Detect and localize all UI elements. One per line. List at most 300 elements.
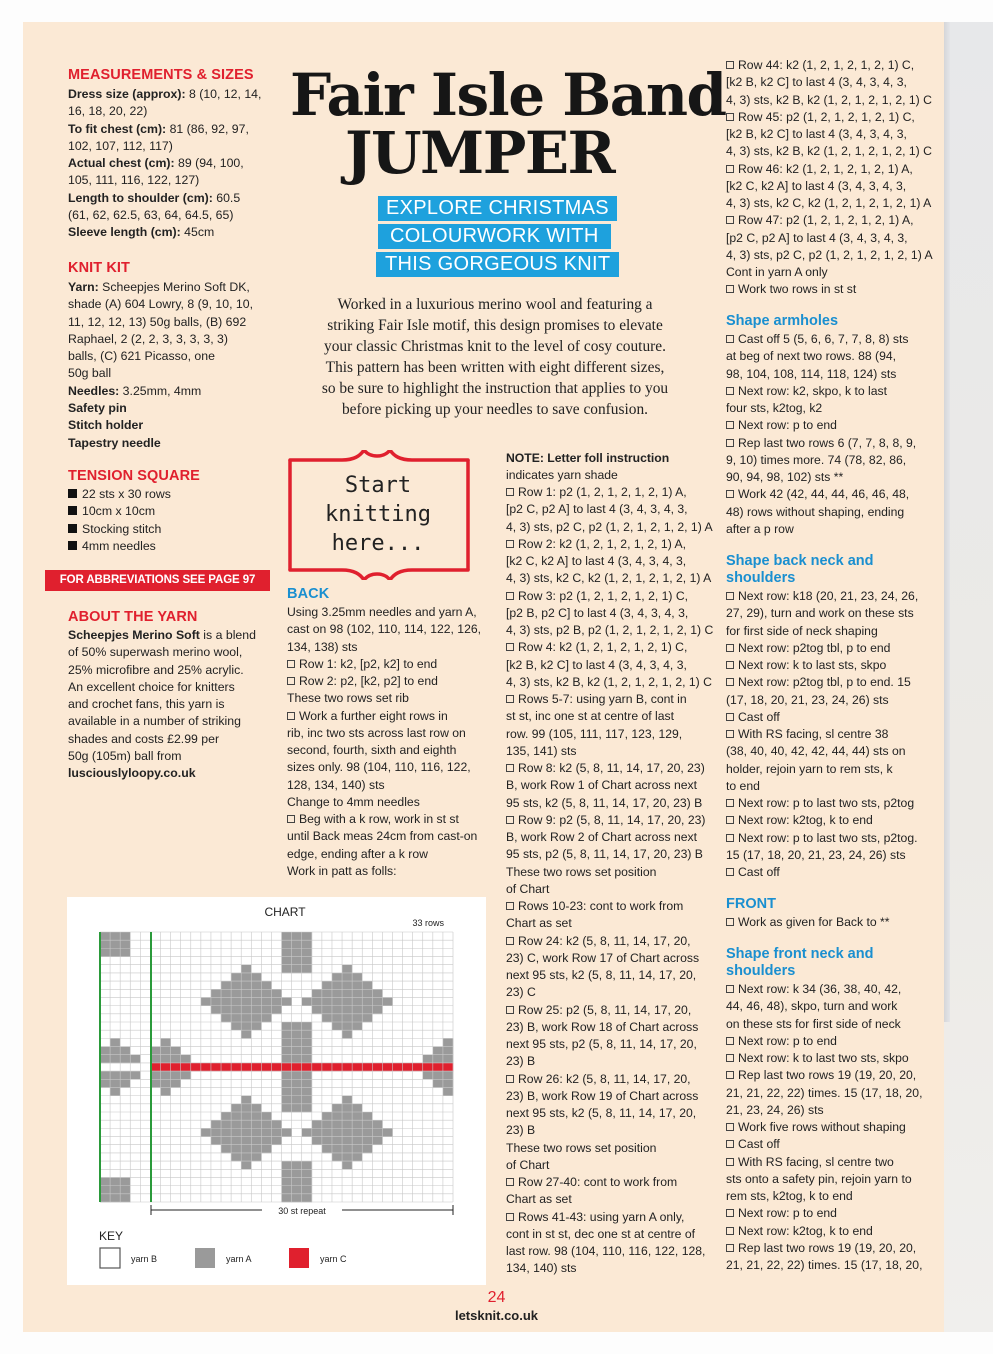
chart-cell	[332, 973, 342, 981]
text-line: These two rows set position	[506, 864, 657, 879]
chart-cell	[352, 1104, 362, 1112]
chart-cell	[282, 1079, 292, 1087]
chart-cell	[100, 1194, 110, 1202]
chart-cell	[120, 1177, 130, 1185]
chart-cell	[261, 1112, 271, 1120]
text-line: Next row: p to end	[726, 1205, 922, 1222]
text-line: Next row: p to end	[726, 1033, 922, 1050]
text-line: cast on 98 (102, 110, 114, 122, 126,	[287, 622, 482, 637]
chart-cell	[342, 1120, 352, 1128]
checkbox[interactable]	[506, 540, 514, 548]
chart-cell	[372, 1137, 382, 1145]
text-line: Scheepjes Merino Soft is a blend	[68, 628, 256, 642]
title-line-2: JUMPER	[345, 119, 615, 187]
chart-cell	[433, 1047, 443, 1055]
text-line: [p2 B, p2 C] to last 4 (3, 4, 3, 4, 3,	[506, 605, 689, 620]
tension-item: 10cm x 10cm	[68, 503, 278, 520]
start-label-3: here...	[331, 531, 425, 556]
text-line: Rows 10-23: cont to work from	[506, 898, 713, 915]
chart-cell	[392, 1063, 402, 1071]
chart-cell	[110, 932, 120, 940]
text-line: Row 9: p2 (5, 8, 11, 14, 17, 20, 23)	[506, 812, 713, 829]
strap-line-2: COLOURWORK WITH	[378, 224, 611, 249]
text-line: after a p row	[726, 521, 794, 536]
note-text: NOTE: Letter foll instruction indicates yarn shade	[506, 451, 670, 483]
checkbox[interactable]	[726, 799, 734, 807]
intro-line: your classic Christmas knit to the level of cosy couture.	[324, 338, 666, 355]
checkbox[interactable]	[726, 1209, 734, 1217]
chart-cell	[282, 1087, 292, 1095]
chart-cell	[241, 1006, 251, 1014]
chart-cell	[241, 1022, 251, 1030]
chart-cell	[100, 1047, 110, 1055]
text-line: of Chart	[506, 881, 550, 896]
chart-cell	[251, 1120, 261, 1128]
checkbox[interactable]	[726, 1054, 734, 1062]
chart-cell	[282, 957, 292, 965]
checkbox[interactable]	[506, 1075, 514, 1083]
chart-cell	[362, 1128, 372, 1136]
text-line: Tapestry needle	[68, 435, 161, 450]
chart-cell	[352, 989, 362, 997]
chart-cell	[120, 932, 130, 940]
chart-cell	[302, 1038, 312, 1046]
checkbox[interactable]	[287, 815, 295, 823]
chart-cell	[382, 1063, 392, 1071]
chart-cell	[161, 1087, 171, 1095]
text-line: (61, 62, 62.5, 63, 64, 64.5, 65)	[68, 208, 234, 223]
chart-cell	[332, 1120, 342, 1128]
chart-cell	[231, 1137, 241, 1145]
chart-cell	[110, 1087, 120, 1095]
checkbox[interactable]	[506, 1178, 514, 1186]
checkbox[interactable]	[506, 816, 514, 824]
chart-cell	[130, 1055, 140, 1063]
chart-cell	[251, 1128, 261, 1136]
front-instructions	[726, 914, 890, 931]
chart-cell	[282, 1030, 292, 1038]
checkbox[interactable]	[726, 1244, 734, 1252]
chart-rows-label: 33 rows	[412, 918, 444, 928]
text-line: 90, 94, 98, 102) sts **	[726, 470, 844, 484]
chart-cell	[322, 1128, 332, 1136]
chart-cell	[362, 981, 372, 989]
checkbox[interactable]	[726, 216, 734, 224]
chart-cell	[120, 940, 130, 948]
chart-cell	[302, 965, 312, 973]
text-line: Cast off	[726, 709, 918, 726]
text-line: 27, 29), turn and work on these sts	[726, 606, 914, 621]
text-line: With RS facing, sl centre two	[726, 1154, 922, 1171]
chart-cell	[292, 1055, 302, 1063]
chart-cell	[241, 1104, 251, 1112]
chart-cell	[362, 1006, 372, 1014]
chart-cell	[161, 1047, 171, 1055]
text-line: 23) C, work Row 17 of Chart across	[506, 950, 700, 965]
chart-cell	[292, 1087, 302, 1095]
text-line: 23) B	[506, 1123, 536, 1138]
chart-cell	[221, 1145, 231, 1153]
checkbox[interactable]	[726, 165, 734, 173]
text-line: 4, 3) sts, k2 B, k2 (1, 2, 1, 2, 1, 2, 1) C	[726, 92, 932, 107]
chart-cell	[241, 1014, 251, 1022]
intro-text	[290, 294, 700, 420]
checkbox[interactable]	[726, 387, 734, 395]
chart-cell	[211, 1120, 221, 1128]
checkbox[interactable]	[726, 868, 734, 876]
chart-cell	[241, 965, 251, 973]
chart-cell	[282, 965, 292, 973]
chart-cell	[362, 1014, 372, 1022]
text-line: (17, 18, 20, 21, 23, 24, 26) sts	[726, 692, 889, 707]
chart-cell	[342, 1022, 352, 1030]
chart-cell	[251, 997, 261, 1005]
chart-cell	[221, 989, 231, 997]
text-line: 134, 138) sts	[287, 639, 358, 654]
checkbox[interactable]	[726, 1037, 734, 1045]
text-line: for first side of neck shaping	[726, 623, 878, 638]
text-line: 9, 10) times more. 74 (78, 82, 86,	[726, 452, 907, 467]
text-line: Next row: k18 (20, 21, 23, 24, 26,	[726, 588, 918, 605]
chart-cell	[130, 1071, 140, 1079]
text-line: Next row: p to last two sts, p2tog	[726, 795, 918, 812]
checkbox[interactable]	[726, 61, 734, 69]
chart-cell	[282, 1071, 292, 1079]
chart-cell	[332, 1128, 342, 1136]
checkbox[interactable]	[287, 677, 295, 685]
checkbox[interactable]	[726, 678, 734, 686]
chart-cell	[332, 1137, 342, 1145]
text-line: [p2 C, p2 A] to last 4 (3, 4, 3, 4, 3,	[506, 502, 688, 517]
text-line: Raphael, 2 (2, 2, 3, 3, 3, 3, 3)	[68, 331, 228, 346]
middle-instructions	[506, 484, 713, 1278]
text-line: [k2 B, k2 C] to last 4 (3, 4, 3, 4, 3,	[506, 657, 687, 672]
measurements-heading: MEASUREMENTS & SIZES	[68, 67, 254, 83]
title-line-1: Fair Isle Band	[290, 61, 726, 129]
chart-cell	[221, 1063, 231, 1071]
checkbox[interactable]	[726, 730, 734, 738]
key-swatch-yarn-c	[289, 1248, 309, 1268]
checkbox[interactable]	[726, 335, 734, 343]
frontneck-instructions	[726, 981, 922, 1274]
chart-cell	[302, 1177, 312, 1185]
text-line: Row 1: p2 (1, 2, 1, 2, 1, 2, 1) A,	[506, 484, 713, 501]
intro-line: before picking up your needles to save confusion.	[341, 401, 649, 418]
checkbox[interactable]	[726, 713, 734, 721]
chart-cell	[251, 1145, 261, 1153]
armholes-instructions	[726, 331, 916, 538]
text-line: 23) C	[506, 985, 536, 1000]
background-photo	[944, 22, 993, 1332]
checkbox[interactable]	[726, 439, 734, 447]
chart-cell	[342, 1006, 352, 1014]
chart-cell	[271, 1137, 281, 1145]
text-line: Row 46: k2 (1, 2, 1, 2, 1, 2, 1) A,	[726, 161, 933, 178]
checkbox[interactable]	[726, 285, 734, 293]
chart-cell	[120, 948, 130, 956]
chart-cell	[382, 997, 392, 1005]
chart-cell	[332, 1063, 342, 1071]
text-line: These two rows set rib	[287, 691, 409, 706]
chart-cell	[362, 997, 372, 1005]
chart-cell	[322, 1120, 332, 1128]
checkbox[interactable]	[506, 643, 514, 651]
text-line: Cont in yarn A only	[726, 265, 828, 279]
text-line: [k2 C, k2 A] to last 4 (3, 4, 3, 4, 3,	[506, 554, 687, 568]
checkbox[interactable]	[726, 113, 734, 121]
checkbox[interactable]	[726, 592, 734, 600]
chart-cell	[191, 1063, 201, 1071]
text-line: Chart as set	[506, 916, 572, 931]
chart-cell	[251, 1112, 261, 1120]
chart-cell	[342, 1128, 352, 1136]
text-line: Rows 41-43: using yarn A only,	[506, 1209, 713, 1226]
chart-cell	[221, 1006, 231, 1014]
chart-cell	[372, 1063, 382, 1071]
checkbox[interactable]	[726, 421, 734, 429]
text-line: Row 3: p2 (1, 2, 1, 2, 1, 2, 1) C,	[506, 588, 713, 605]
start-label-1: Start	[344, 473, 412, 498]
text-line: 21, 23, 24, 26) sts	[726, 1102, 824, 1117]
tension-item: 22 sts x 30 rows	[68, 486, 278, 503]
chart-cell	[251, 973, 261, 981]
chart-cell	[302, 1022, 312, 1030]
chart-cell	[423, 1071, 433, 1079]
checkbox[interactable]	[726, 644, 734, 652]
chart-cell	[352, 1128, 362, 1136]
text-line: until Back meas 24cm from cast-on	[287, 829, 478, 844]
text-line: 4, 3) sts, k2 C, k2 (1, 2, 1, 2, 1, 2, 1) A	[726, 196, 932, 210]
text-line: B, work Row 1 of Chart across next	[506, 778, 698, 793]
chart-cell	[362, 1112, 372, 1120]
chart-cell	[352, 1112, 362, 1120]
checkbox[interactable]	[726, 816, 734, 824]
back-heading: BACK	[287, 586, 330, 602]
chart-cell	[433, 1071, 443, 1079]
chart-cell	[231, 989, 241, 997]
chart-cell	[161, 1079, 171, 1087]
chart-cell	[171, 1047, 181, 1055]
text-line: 105, 111, 116, 122, 127)	[68, 173, 200, 188]
checkbox[interactable]	[726, 1227, 734, 1235]
chart-cell	[322, 981, 332, 989]
chart-cell	[352, 1014, 362, 1022]
chart-cell	[382, 1128, 392, 1136]
chart-cell	[292, 1096, 302, 1104]
chart-cell	[352, 1063, 362, 1071]
strap-line-1: EXPLORE CHRISTMAS	[378, 196, 617, 221]
chart-cell	[282, 1169, 292, 1177]
chart-cell	[352, 981, 362, 989]
chart-cell	[312, 1006, 322, 1014]
key-label-yarn-a: yarn A	[226, 1254, 252, 1264]
text-line: Next row: k to last sts, skpo	[726, 657, 918, 674]
chart-cell	[312, 1120, 322, 1128]
chart-cell	[271, 1006, 281, 1014]
chart-cell	[171, 1063, 181, 1071]
chart-cell	[403, 1063, 413, 1071]
measurements-list	[68, 86, 278, 242]
chart-cell	[282, 1038, 292, 1046]
checkbox[interactable]	[506, 1213, 514, 1221]
text-line: Rows 5-7: using yarn B, cont in	[506, 691, 713, 708]
start-knitting-badge	[284, 450, 474, 580]
intro-line: This pattern has been written with eight different sizes,	[325, 359, 665, 376]
checkbox[interactable]	[506, 695, 514, 703]
text-line: An excellent choice for knitters	[68, 679, 235, 694]
text-line: Row 4: k2 (1, 2, 1, 2, 1, 2, 1) C,	[506, 639, 713, 656]
yarn-heading: ABOUT THE YARN	[68, 609, 198, 625]
checkbox[interactable]	[506, 488, 514, 496]
chart-cell	[443, 1038, 453, 1046]
text-line: Chart as set	[506, 1192, 572, 1207]
text-line: Work as given for Back to **	[726, 914, 890, 931]
chart-cell	[292, 1071, 302, 1079]
chart-cell	[302, 1104, 312, 1112]
text-line: Safety pin	[68, 401, 127, 416]
text-line: cont in st st, dec one st at centre of	[506, 1226, 696, 1241]
chart-cell	[282, 1161, 292, 1169]
chart-cell	[241, 989, 251, 997]
chart-cell	[352, 1145, 362, 1153]
chart-cell	[342, 1063, 352, 1071]
text-line: Dress size (approx): 8 (10, 12, 14,	[68, 87, 262, 101]
checkbox[interactable]	[726, 490, 734, 498]
text-line: rib, inc two sts across last row on	[287, 725, 466, 740]
chart-cell	[332, 1022, 342, 1030]
knit-kit-list	[68, 279, 278, 452]
text-line: Needles: 3.25mm, 4mm	[68, 383, 202, 398]
chart-cell	[302, 1128, 312, 1136]
text-line: 4, 3) sts, k2 B, k2 (1, 2, 1, 2, 1, 2, 1) C	[506, 674, 712, 689]
chart-cell	[171, 1055, 181, 1063]
chart-cell	[241, 1145, 251, 1153]
chart-cell	[241, 973, 251, 981]
chart-grid	[100, 932, 453, 1202]
chart-cell	[100, 1071, 110, 1079]
text-line: row. 99 (105, 111, 117, 123, 129,	[506, 726, 683, 741]
text-line: 128, 134, 140) sts	[287, 777, 385, 792]
intro-line: striking Fair Isle motif, this design promises to elevate	[327, 317, 663, 334]
checkbox[interactable]	[506, 937, 514, 945]
text-line: next 95 sts, p2 (5, 8, 11, 14, 17, 20,	[506, 1037, 697, 1051]
knit-kit-heading: KNIT KIT	[68, 260, 131, 276]
chart-cell	[171, 1071, 181, 1079]
text-line: Row 25: p2 (5, 8, 11, 14, 17, 20,	[506, 1002, 713, 1019]
chart-cell	[261, 1137, 271, 1145]
front-heading: FRONT	[726, 896, 776, 912]
chart-cell	[282, 1194, 292, 1202]
chart-cell	[342, 981, 352, 989]
chart-cell	[251, 1137, 261, 1145]
backneck-instructions	[726, 588, 918, 881]
text-line: lusciouslyloopy.co.uk	[68, 766, 196, 781]
text-line: Yarn: Scheepjes Merino Soft DK,	[68, 280, 250, 294]
chart-cell	[241, 981, 251, 989]
start-label-2: knitting	[325, 502, 431, 527]
checkbox[interactable]	[506, 902, 514, 910]
text-line: Work five rows without shaping	[726, 1119, 922, 1136]
chart-cell	[110, 948, 120, 956]
chart-cell	[413, 1063, 423, 1071]
chart-cell	[322, 1112, 332, 1120]
chart-cell	[342, 997, 352, 1005]
checkbox[interactable]	[726, 918, 734, 926]
checkbox[interactable]	[506, 592, 514, 600]
chart-cell	[100, 1055, 110, 1063]
checkbox[interactable]	[726, 1071, 734, 1079]
chart-cell	[332, 1014, 342, 1022]
chart-cell	[231, 1006, 241, 1014]
checkbox[interactable]	[506, 764, 514, 772]
chart-cell	[302, 957, 312, 965]
chart-cell	[312, 1128, 322, 1136]
chart-cell	[251, 989, 261, 997]
chart-cell	[211, 989, 221, 997]
chart-cell	[201, 997, 211, 1005]
chart-cell	[342, 1014, 352, 1022]
checkbox[interactable]	[726, 1158, 734, 1166]
right-top-instructions	[726, 57, 933, 299]
knitting-chart	[67, 897, 486, 1285]
checkbox[interactable]	[287, 660, 295, 668]
chart-cell	[342, 1104, 352, 1112]
chart-cell	[271, 997, 281, 1005]
chart-cell	[241, 997, 251, 1005]
checkbox[interactable]	[726, 1140, 734, 1148]
text-line: Beg with a k row, work in st st	[287, 811, 481, 828]
checkbox[interactable]	[287, 712, 295, 720]
checkbox[interactable]	[726, 1123, 734, 1131]
checkbox[interactable]	[506, 1006, 514, 1014]
chart-cell	[181, 1063, 191, 1071]
chart-cell	[110, 1079, 120, 1087]
chart-cell	[261, 1120, 271, 1128]
chart-cell	[282, 1055, 292, 1063]
chart-cell	[231, 1014, 241, 1022]
chart-cell	[322, 989, 332, 997]
text-line: Next row: k2tog, k to end	[726, 812, 918, 829]
chart-cell	[342, 1030, 352, 1038]
chart-cell	[362, 1137, 372, 1145]
text-line: Row 45: p2 (1, 2, 1, 2, 1, 2, 1) C,	[726, 109, 933, 126]
chart-cell	[282, 1022, 292, 1030]
chart-cell	[332, 1112, 342, 1120]
chart-cell	[433, 1055, 443, 1063]
text-line: of Chart	[506, 1157, 550, 1172]
chart-cell	[100, 1186, 110, 1194]
checkbox[interactable]	[726, 834, 734, 842]
chart-cell	[332, 1145, 342, 1153]
text-line: 135, 141) sts	[506, 743, 577, 758]
chart-cell	[342, 989, 352, 997]
chart-cell	[302, 1063, 312, 1071]
text-line: Work in patt as folls:	[287, 863, 397, 878]
text-line: Next row: k to last two sts, skpo	[726, 1050, 922, 1067]
chart-cell	[302, 1161, 312, 1169]
checkbox[interactable]	[726, 985, 734, 993]
chart-cell	[352, 1153, 362, 1161]
chart-cell	[120, 1047, 130, 1055]
chart-cell	[110, 1047, 120, 1055]
chart-cell	[292, 1161, 302, 1169]
chart-cell	[443, 1063, 453, 1071]
text-line: at beg of next two rows. 88 (94,	[726, 349, 897, 364]
checkbox[interactable]	[726, 661, 734, 669]
chart-cell	[302, 932, 312, 940]
text-line: 4, 3) sts, p2 C, p2 (1, 2, 1, 2, 1, 2, 1) A	[726, 247, 933, 262]
intro-line: so be sure to highlight the instruction that applies to you	[321, 380, 669, 397]
